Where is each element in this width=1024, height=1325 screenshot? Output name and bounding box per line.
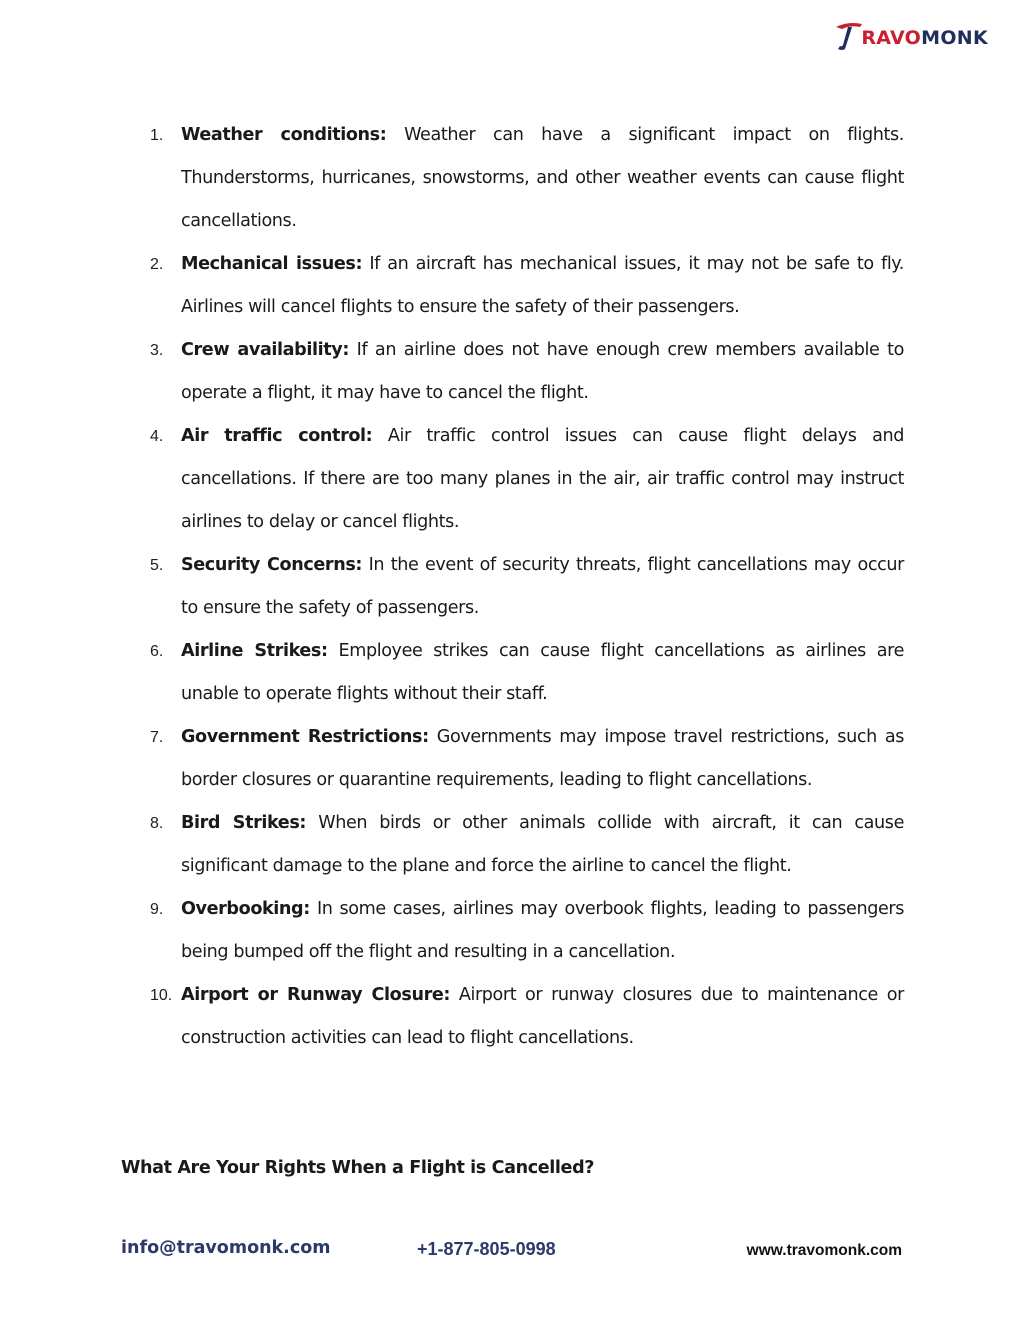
list-item <box>148 114 904 243</box>
list-item-text: When birds or other animals collide with aircraft, it can cause significant damage to the plane and force the airline to cancel the flight. <box>181 813 905 876</box>
list-item <box>148 544 904 630</box>
list-item <box>148 415 904 544</box>
list-item-number: 3. <box>150 342 164 359</box>
list-item <box>148 243 904 329</box>
list-item-text: Air traffic control issues can cause flight delays and cancellations. If there are too many planes in the air, air traffic control may instruct airlines to delay or cancel flights. <box>181 426 904 532</box>
list-item-text: Employee strikes can cause flight cancellations as airlines are unable to operate flights without their staff. <box>181 641 904 704</box>
list-item-term: Air traffic control: <box>181 426 373 446</box>
list-item-term: Government Restrictions: <box>181 727 429 747</box>
footer-email-link[interactable]: info@travomonk.com <box>121 1238 331 1258</box>
list-item-term: Crew availability: <box>181 340 349 360</box>
list-item-number: 5. <box>150 557 164 574</box>
list-item-number: 7. <box>150 729 164 746</box>
list-item <box>148 630 904 716</box>
footer-website-link[interactable]: www.travomonk.com <box>746 1242 902 1259</box>
list-item-term: Airport or Runway Closure: <box>181 985 451 1005</box>
list-item-number: 1. <box>150 127 164 144</box>
list-item-term: Overbooking: <box>181 899 310 919</box>
list-item-text: In some cases, airlines may overbook flights, leading to passengers being bumped off the flight and resulting in a cancellation. <box>181 899 904 962</box>
list-item-term: Airline Strikes: <box>181 641 328 661</box>
footer-phone-link[interactable]: +1-877-805-0998 <box>417 1239 556 1259</box>
list-item-term: Security Concerns: <box>181 555 363 575</box>
list-item-number: 8. <box>150 815 164 832</box>
list-item-term: Bird Strikes: <box>181 813 307 833</box>
list-item-text: If an airline does not have enough crew members available to operate a flight, it may have to cancel the flight. <box>181 340 904 403</box>
list-item-number: 2. <box>150 256 164 273</box>
list-item-number: 10. <box>150 987 173 1004</box>
list-item-text: If an aircraft has mechanical issues, it may not be safe to fly. Airlines will cancel flights to ensure the safety of their passengers. <box>181 254 904 317</box>
list-item-term: Mechanical issues: <box>181 254 363 274</box>
list-item-text: Airport or runway closures due to maintenance or construction activities can lead to flight cancellations. <box>181 985 904 1048</box>
list-item-text: Governments may impose travel restrictions, such as border closures or quarantine requirements, leading to flight cancellations. <box>181 727 904 790</box>
list-item-number: 6. <box>150 643 164 660</box>
list-item <box>148 888 904 974</box>
list-item-text: Weather can have a significant impact on flights. Thunderstorms, hurricanes, snowstorms, and other weather events can cause flight cancellations. <box>181 125 905 231</box>
list-item-term: Weather conditions: <box>181 125 387 145</box>
list-item-number: 4. <box>150 428 164 445</box>
cancellation-reasons-list <box>148 114 904 1060</box>
page-footer <box>0 1238 1024 1268</box>
list-item <box>148 974 904 1060</box>
brand-logo <box>833 18 988 52</box>
section-heading: What Are Your Rights When a Flight is Cancelled? <box>121 1158 595 1178</box>
list-item <box>148 716 904 802</box>
list-item <box>148 802 904 888</box>
list-item <box>148 329 904 415</box>
list-item-text: In the event of security threats, flight cancellations may occur to ensure the safety of passengers. <box>181 555 904 618</box>
plane-t-icon <box>833 18 863 52</box>
list-item-number: 9. <box>150 901 164 918</box>
logo-text: RAVOMONK <box>861 27 988 49</box>
